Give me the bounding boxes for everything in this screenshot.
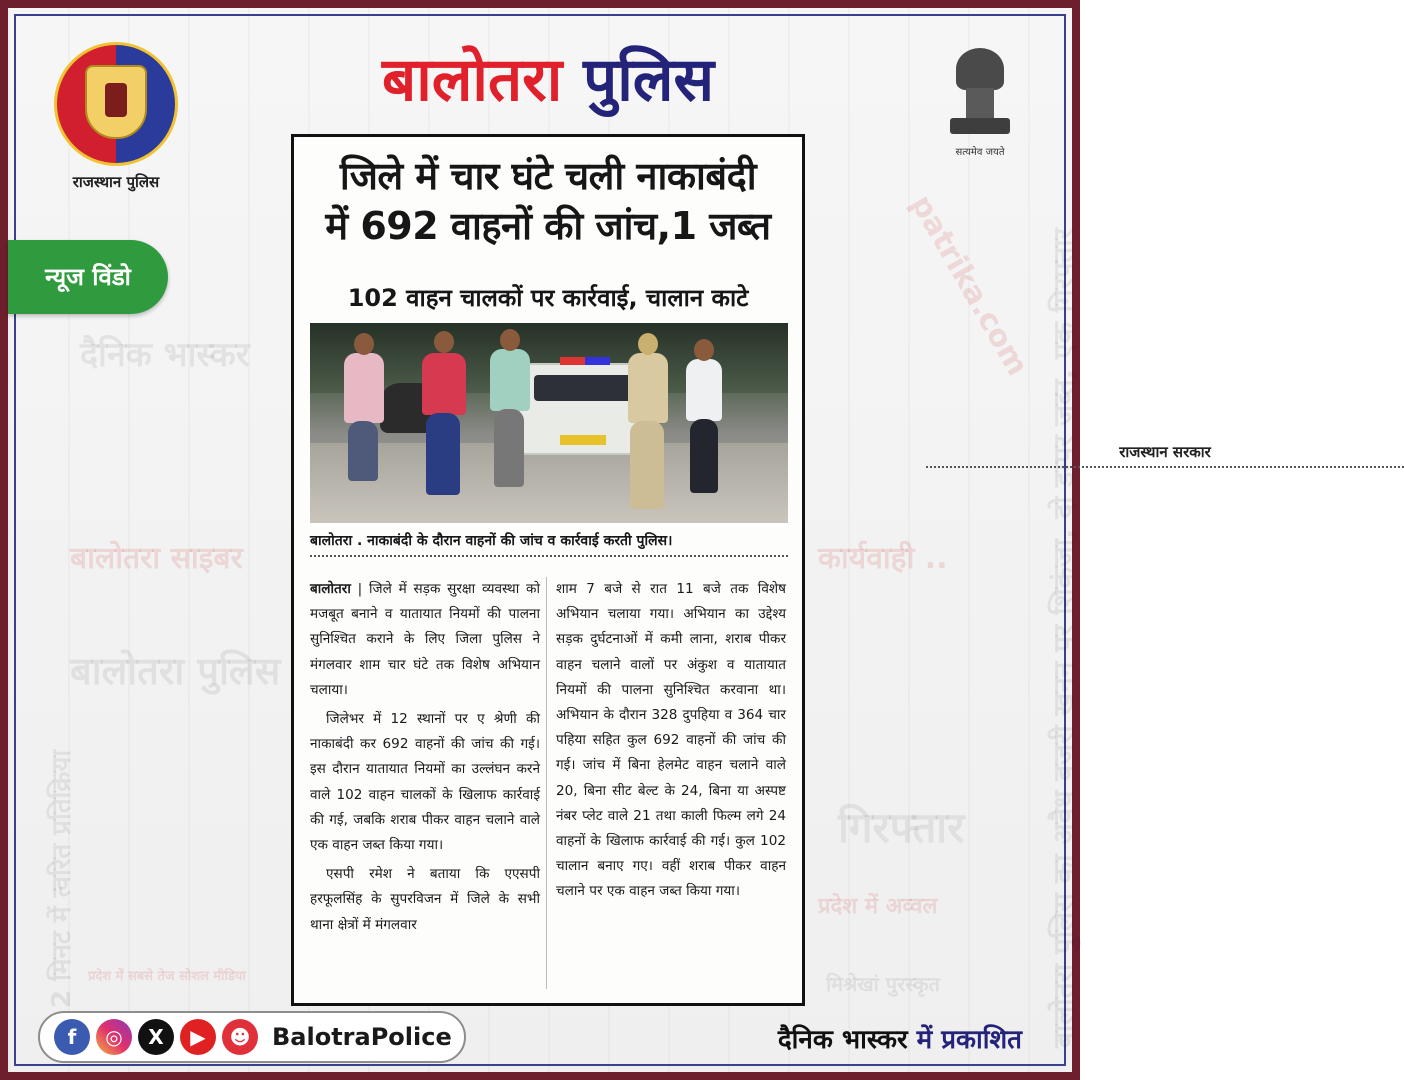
youtube-icon[interactable]: ▶ bbox=[180, 1019, 216, 1055]
bg-text-cyber: बालोतरा साइबर bbox=[70, 541, 243, 576]
bg-text-award: मिश्रेखां पुरस्कृत bbox=[826, 972, 940, 996]
title-red: बालोतरा bbox=[381, 45, 563, 115]
bg-text-social-media: प्रदेश में सबसे तेज सोशल मीडिया bbox=[88, 969, 246, 984]
right-logo-caption: राजस्थान सरकार bbox=[926, 438, 1404, 468]
instagram-icon[interactable]: ◎ bbox=[96, 1019, 132, 1055]
article-subheadline: 102 वाहन चालकों पर कार्रवाई, चालान काटे bbox=[347, 284, 749, 312]
article-column-right bbox=[556, 577, 786, 905]
bg-text-state-first: प्रदेश में अव्वल bbox=[818, 894, 938, 919]
police-emblem-icon bbox=[54, 42, 178, 166]
bg-text-action: कार्यवाही .. bbox=[818, 541, 948, 576]
published-label: में प्रकाशित bbox=[916, 1025, 1022, 1055]
published-note bbox=[778, 1020, 1022, 1060]
social-handle[interactable]: BalotraPolice bbox=[272, 1023, 452, 1051]
paragraph-4: शाम 7 बजे से रात 11 बजे तक विशेष अभियान चलाया गया। अभियान का उद्देश्य सड़क दुर्घटनाओं में कमी लाना, शराब पीकर वाहन चलाने वालों पर अंकुश व यातायात नियमों की पालना सुनिश्चित करवाना था। अभियान के दौरान 328 दुपहिया व 364 चार पहिया सहित कुल 692 वाहनों की जांच की गई। जांच में बिना हेलमेट वाहन चलाने वाले 20, बिना सीट बेल्ट के 24, बिना या अस्पष्ट नंबर प्लेट वाले 21 तथा काली फिल्म लगे 24 वाहनों के खिलाफ कार्रवाई की गई। कुल 102 चालान बनाए गए। वहीं शराब पीकर वाहन चलाने पर एक वाहन जब्त किया गया। bbox=[556, 581, 786, 900]
article-column-left bbox=[310, 577, 540, 938]
paragraph-3: एसपी रमेश ने बताया कि एएसपी हरफूलसिंह के सुपरविजन में जिले के सभी थाना क्षेत्रों में मंगलवार bbox=[310, 866, 540, 933]
bg-text-patrika: patrika.com bbox=[903, 189, 1035, 382]
rajasthan-police-logo bbox=[52, 42, 180, 192]
paragraph-2: जिलेभर में 12 स्थानों पर ए श्रेणी की नाकाबंदी कर 692 वाहनों की जांच की गई। इस दौरान यातायात नियमों का उल्लंघन करने वाले 102 वाहन चालकों के खिलाफ कार्रवाई की गई, जबकि शराब पीकर वाहन चलाने वाले एक वाहन जब्त किया गया। bbox=[310, 711, 540, 854]
bg-text-vertical-left: 2 मिनट में त्वरित प्रतिक्रिया bbox=[47, 749, 77, 1008]
headline-line-2: में 692 वाहनों की जांच,1 जब्त bbox=[325, 204, 771, 248]
x-icon[interactable]: X bbox=[138, 1019, 174, 1055]
newspaper-name: दैनिक भास्कर bbox=[777, 1025, 908, 1055]
news-clipping bbox=[291, 134, 805, 1006]
bg-text-police: बालोतरा पुलिस bbox=[70, 649, 281, 693]
news-window-tab: न्यूज विंडो bbox=[8, 240, 168, 314]
facebook-icon[interactable]: f bbox=[54, 1019, 90, 1055]
headline-line-1: जिले में चार घंटे चली नाकाबंदी bbox=[339, 154, 757, 198]
dateline: बालोतरा bbox=[310, 581, 351, 597]
title-blue: पुलिस bbox=[583, 45, 715, 115]
article-headline bbox=[308, 151, 788, 251]
column-divider bbox=[546, 577, 547, 989]
ashoka-emblem-icon bbox=[948, 48, 1012, 140]
bg-text-arrest: गिरफ्तार bbox=[838, 803, 965, 852]
bg-text-bhaskar: दैनिक भास्कर bbox=[80, 335, 250, 375]
left-logo-caption: राजस्थान पुलिस bbox=[72, 173, 160, 191]
emblem-motto: सत्यमेव जयते bbox=[955, 147, 1005, 158]
paragraph-1: बालोतरा | जिले में सड़क सुरक्षा व्यवस्था को मजबूत बनाने व यातायात नियमों की पालना सुनिश्चित कराने के लिए जिला पुलिस ने मंगलवार शाम चार घंटे तक विशेष अभियान चलाया। bbox=[310, 581, 540, 698]
social-bar bbox=[38, 1011, 466, 1063]
profile-icon[interactable]: ☻ bbox=[222, 1019, 258, 1055]
article-photo bbox=[310, 323, 788, 523]
bg-text-vertical-right: बालोतरा पुलिस का अवैध बजरी खनन पर शिकंजा, दो डम्पर जब्त, एक गिरफ्तार bbox=[1047, 228, 1080, 1048]
photo-caption: बालोतरा . नाकाबंदी के दौरान वाहनों की जांच व कार्रवाई करती पुलिस। bbox=[310, 527, 788, 557]
